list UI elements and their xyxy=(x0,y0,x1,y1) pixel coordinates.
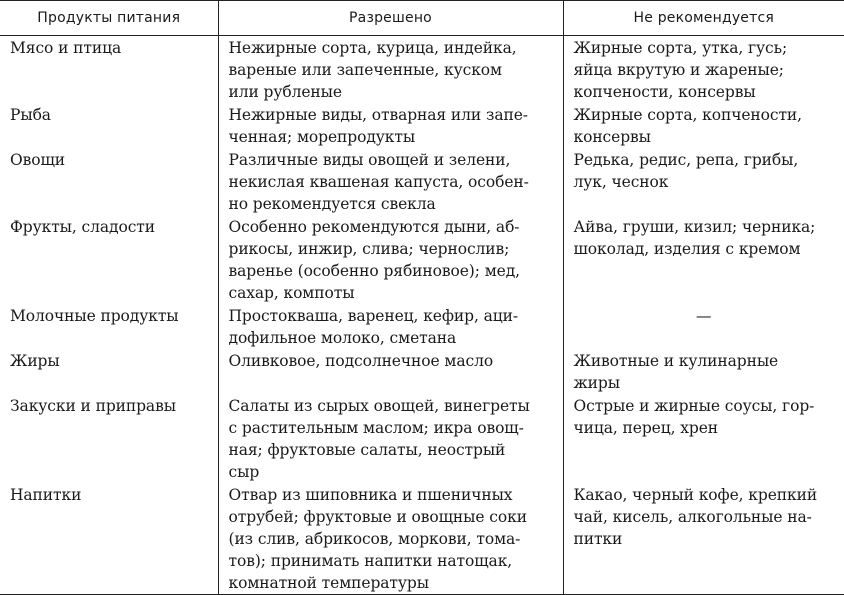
table-row xyxy=(0,148,844,215)
table-row xyxy=(0,304,844,349)
row-allowed: Оливковое, подсолнечное масло xyxy=(218,349,563,394)
table-body xyxy=(0,36,844,595)
row-allowed: Нежирные виды, отварная или запе- ченная; морепродукты xyxy=(218,103,563,148)
header-allowed: Разрешено xyxy=(218,1,563,36)
row-category: Мясо и птица xyxy=(10,39,122,57)
header-products: Продукты питания xyxy=(0,1,218,36)
row-allowed: Различные виды овощей и зелени, некислая квашеная капуста, особен- но рекомендуется свекла xyxy=(218,148,563,215)
row-not-recommended: Жирные сорта, утка, гусь; яйца вкрутую и жареные; копчености, консервы xyxy=(563,36,844,104)
table-row xyxy=(0,215,844,304)
row-category: Рыба xyxy=(10,106,51,124)
row-category: Жиры xyxy=(10,352,60,370)
row-category: Закуски и приправы xyxy=(10,397,176,415)
row-category: Напитки xyxy=(0,483,218,595)
row-category: Молочные продукты xyxy=(10,307,179,325)
row-not-recommended: Айва, груши, кизил; черника; шоколад, изделия с кремом xyxy=(563,215,844,304)
table-row xyxy=(0,103,844,148)
header-not-recommended: Не рекомендуется xyxy=(563,1,844,36)
table-header xyxy=(0,1,844,36)
row-not-recommended: — xyxy=(563,304,844,349)
row-allowed: Особенно рекомендуются дыни, аб- рикосы, инжир, слива; чернослив; варенье (особенно рябиновое); мед, сахар, компоты xyxy=(218,215,563,304)
row-allowed: Отвар из шиповника и пшеничных отрубей; фруктовые и овощные соки (из слив, абрикосов, моркови, тома- тов); принимать напитки натощак, комнатной температуры xyxy=(218,483,563,595)
row-not-recommended: Острые и жирные соусы, гор- чица, перец, хрен xyxy=(563,394,844,483)
table-row xyxy=(0,394,844,483)
row-allowed: Салаты из сырых овощей, винегреты с растительным маслом; икра овощ- ная; фруктовые салаты, неострый сыр xyxy=(218,394,563,483)
row-category: Фрукты, сладости xyxy=(10,218,155,236)
table-row xyxy=(0,483,844,595)
row-not-recommended: Животные и кулинарные жиры xyxy=(563,349,844,394)
row-not-recommended: Редька, редис, репа, грибы, лук, чеснок xyxy=(563,148,844,215)
row-allowed: Простокваша, варенец, кефир, аци- дофильное молоко, сметана xyxy=(218,304,563,349)
row-allowed: Нежирные сорта, курица, индейка, вареные или запеченные, куском или рубленые xyxy=(218,36,563,104)
table-row xyxy=(0,349,844,394)
row-category: Овощи xyxy=(10,151,66,169)
row-not-recommended: Какао, черный кофе, крепкий чай, кисель, алкогольные на- питки xyxy=(563,483,844,595)
table-row xyxy=(0,36,844,104)
row-not-recommended: Жирные сорта, копчености, консервы xyxy=(563,103,844,148)
header-row xyxy=(0,1,844,36)
